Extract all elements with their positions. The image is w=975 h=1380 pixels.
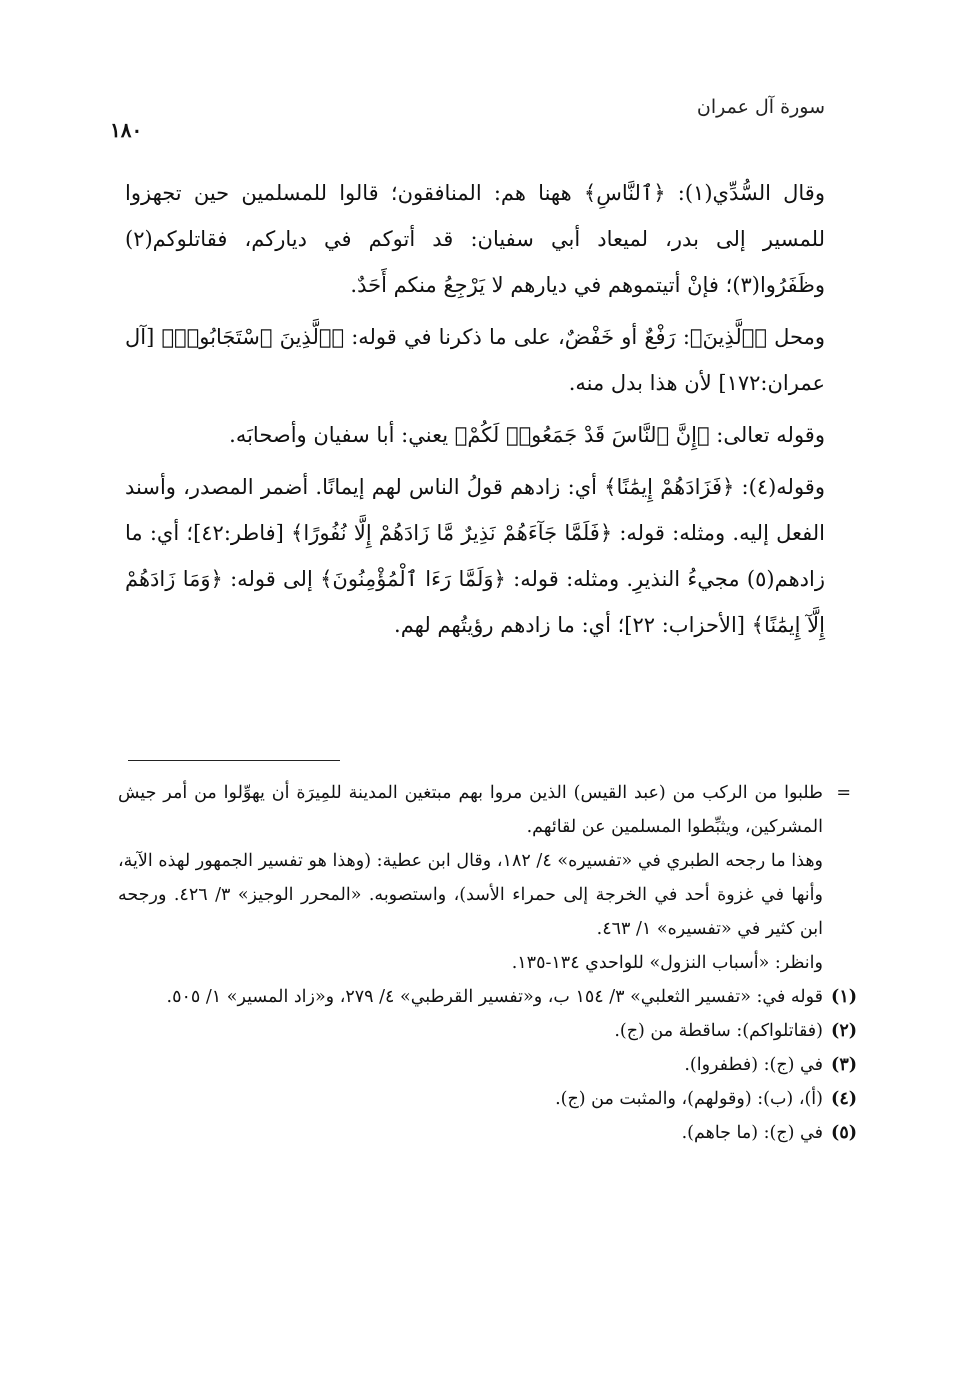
footnote-number: (١) (831, 987, 857, 1007)
footnote-2 (118, 1014, 857, 1048)
footnote-text: (فقاتلواكم): ساقطة من (ج). (614, 1021, 823, 1041)
footnote-text: في (ج): (ما جاهم). (681, 1123, 823, 1143)
footnote-number: (٥) (831, 1123, 857, 1143)
footnote-1 (118, 980, 857, 1014)
paragraph: وقوله(٤): ﴿فَزَادَهُمْ إِيمَٰنًا﴾ أي: زادهم قولُ الناس لهم إيمانًا. أضمر المصدر، وأسند الفعل إليه. ومثله: قوله: ﴿فَلَمَّا جَآءَهُمْ نَذِيرٌ مَّا زَادَهُمْ إِلَّا نُفُورًا﴾ [فاطر:٤٢]؛ أي: ما زادهم(٥) مجيءُ النذيرِ. ومثله: قوله: ﴿وَلَمَّا رَءَا ٱلْمُؤْمِنُونَ﴾ إلى قوله: ﴿وَمَا زَادَهُمْ إِلَّآ إِيمَٰنًا﴾ [الأحزاب: ٢٢]؛ أي: ما زادهم رؤيتُهم لهم. (125, 475, 825, 637)
page-header (110, 96, 825, 142)
paragraph: وقوله تعالى: ﴿إِنَّ ٱلنَّاسَ قَدْ جَمَعُوا۟ لَكُمْ﴾ يعني: أبا سفيان وأصحابَه. (229, 423, 825, 447)
footnote-text: قوله في: «تفسير الثعلبي» ٣/ ١٥٤ ب، و«تفسير القرطبي» ٤/ ٢٧٩، و«زاد المسير» ١/ ٥٠٥. (166, 987, 823, 1007)
footnotes (118, 776, 857, 1150)
main-text (125, 170, 825, 648)
continuation-mark: = (836, 783, 851, 803)
footnote-line: طلبوا من الركب من (عبد القيس) الذين مروا بهم مبتغين المدينة للمِيرَة أن يهوِّلوا من أمر جيش المشركين، ويثبِّطوا المسلمين عن لقائهم. (118, 783, 823, 837)
footnote-separator (128, 760, 340, 761)
footnote-number: (٤) (831, 1089, 857, 1109)
footnote-line: وهذا ما رجحه الطبري في «تفسيره» ٤/ ١٨٢، وقال ابن عطية: (وهذا هو تفسير الجمهور لهذه الآية، وأنها في غزوة أحد في الخرجة إلى حمراء الأسد)، واستصوبه. «المحرر الوجيز» ٣/ ٤٢٦. ورجحه ابن كثير في «تفسيره» ١/ ٤٦٣. (118, 851, 823, 939)
page-number: ١٨٠ (110, 118, 143, 142)
footnote-text: (أ)، (ب): (وقولهم)، والمثبت من (ج). (555, 1089, 823, 1109)
footnote-text: في (ج): (فطفروا). (684, 1055, 823, 1075)
footnote-line: وانظر: «أسباب النزول» للواحدي ١٣٤-١٣٥. (511, 953, 823, 973)
paragraph: ومحل ﴿ٱلَّذِينَ﴾: رَفْعٌ أو خَفْضٌ، على ما ذكرنا في قوله: ﴿ٱلَّذِينَ ٱسْتَجَابُوا۟﴾ [آل عمران:١٧٢] لأن هذا بدل منه. (125, 325, 825, 395)
footnote-5 (118, 1116, 857, 1150)
paragraph: وقال السُّدِّي(١): ﴿ٱلنَّاسِ﴾ ههنا هم: المنافقون؛ قالوا للمسلمين حين تجهزوا للمسير إلى بدر، لميعاد أبي سفيان: قد أتوكم في دياركم، فقاتلوكم(٢) وظَفَرُوا(٣)؛ فإنْ أتيتموهم في ديارهم لا يَرْجِعُ منكم أَحَدٌ. (125, 181, 825, 297)
footnote-continuation (118, 776, 857, 980)
footnote-number: (٣) (831, 1055, 857, 1075)
surah-title: سورة آل عمران (696, 96, 825, 118)
footnote-3 (118, 1048, 857, 1082)
footnote-4 (118, 1082, 857, 1116)
footnote-number: (٢) (831, 1021, 857, 1041)
